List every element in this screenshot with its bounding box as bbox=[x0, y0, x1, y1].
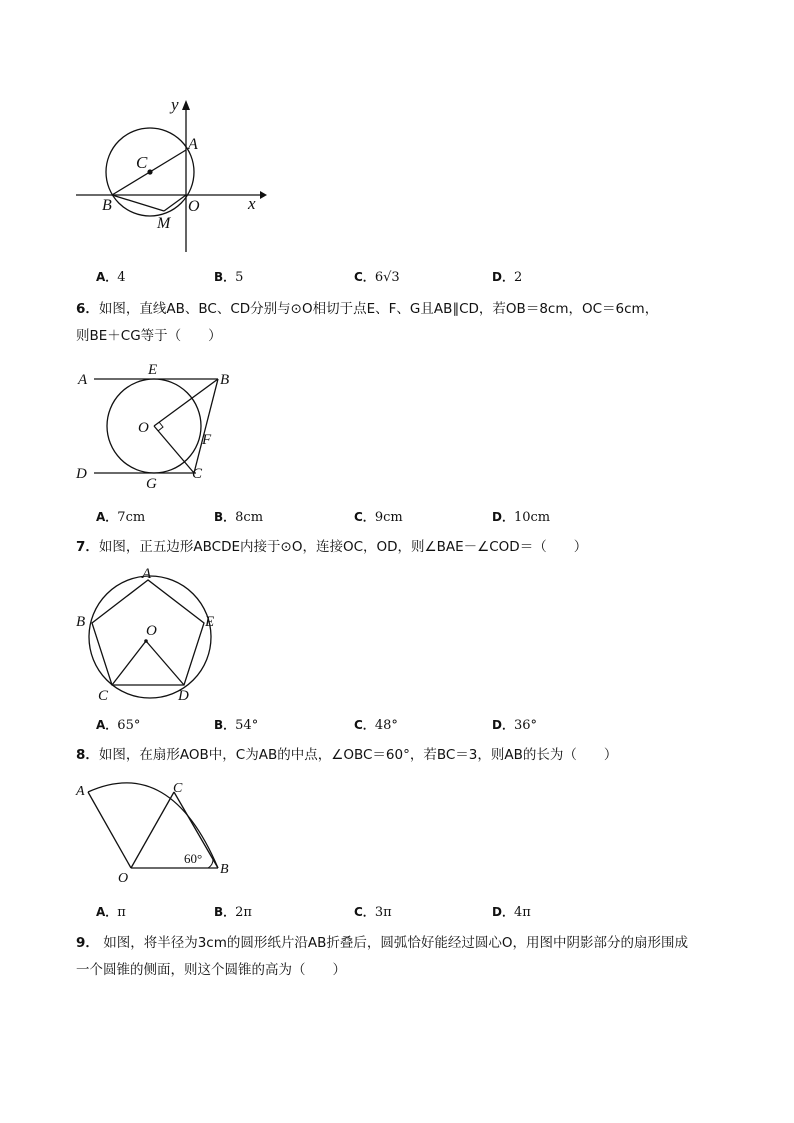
q6-label-e: E bbox=[148, 362, 158, 378]
q5-figure bbox=[70, 92, 270, 262]
q5-center-dot bbox=[147, 169, 152, 174]
q6-right-angle-mark bbox=[158, 422, 163, 431]
q7-option-a[interactable]: A．65° bbox=[96, 718, 141, 733]
q7-option-b[interactable]: B．54° bbox=[214, 718, 259, 733]
q5-options bbox=[96, 268, 656, 288]
q5-option-c[interactable]: C．6√3 bbox=[354, 270, 400, 285]
q7-label-c: C bbox=[98, 688, 109, 704]
q8-label-b: B bbox=[220, 862, 229, 877]
q8-text bbox=[76, 742, 736, 769]
q6-label-b: B bbox=[220, 372, 230, 388]
q6-label-c: C bbox=[192, 466, 203, 482]
q8-option-c[interactable]: C．3π bbox=[354, 905, 392, 920]
q5-label-m: M bbox=[157, 215, 171, 232]
q7-label-e: E bbox=[205, 614, 215, 630]
q6-label-a: A bbox=[78, 372, 88, 388]
q8-figure bbox=[70, 775, 240, 890]
q5-y-arrow bbox=[182, 100, 190, 110]
q8-option-a[interactable]: A．π bbox=[96, 905, 126, 920]
q5-label-a: A bbox=[188, 136, 198, 153]
q5-diagram bbox=[70, 92, 270, 262]
q8-option-d[interactable]: D．4π bbox=[492, 905, 531, 920]
q7-segment-od bbox=[146, 641, 184, 685]
q6-segment-oc bbox=[154, 426, 194, 473]
q5-option-b[interactable]: B．5 bbox=[214, 270, 244, 285]
q6-figure bbox=[70, 360, 240, 492]
q5-label-b: B bbox=[102, 197, 112, 214]
q7-figure bbox=[70, 565, 230, 705]
q7-text bbox=[76, 534, 736, 561]
q6-label-o: O bbox=[138, 420, 149, 436]
q8-radius-oa bbox=[88, 792, 131, 868]
q6-option-a[interactable]: A．7cm bbox=[96, 510, 146, 525]
q7-option-d[interactable]: D．36° bbox=[492, 718, 538, 733]
q8-option-b[interactable]: B．2π bbox=[214, 905, 252, 920]
q6-label-d: D bbox=[76, 466, 87, 482]
q6-text bbox=[76, 296, 736, 350]
q5-option-d[interactable]: D．2 bbox=[492, 270, 523, 285]
q7-diagram bbox=[70, 565, 230, 705]
q5-option-a[interactable]: A．4 bbox=[96, 270, 126, 285]
q8-label-a: A bbox=[76, 784, 85, 799]
q7-label-b: B bbox=[76, 614, 86, 630]
q5-label-o: O bbox=[188, 198, 200, 215]
q6-option-d[interactable]: D．10cm bbox=[492, 510, 551, 525]
q6-line2: 则BE＋CG等于（ ） bbox=[76, 328, 222, 344]
q6-label-g: G bbox=[146, 476, 157, 492]
q5-label-c: C bbox=[136, 153, 148, 172]
q5-label-y: y bbox=[171, 95, 179, 114]
q8-line1: 8．如图，在扇形AOB中，C为AB的中点，∠OBC＝60°，若BC＝3，则AB的长为（ ） bbox=[76, 747, 618, 763]
q6-diagram bbox=[70, 360, 240, 492]
q7-center-dot bbox=[144, 639, 148, 643]
q8-label-c: C bbox=[173, 781, 183, 796]
q8-options bbox=[96, 903, 656, 923]
q7-line1: 7．如图，正五边形ABCDE内接于⊙O，连接OC，OD，则∠BAE－∠COD＝（ ） bbox=[76, 539, 588, 555]
q6-option-c[interactable]: C．9cm bbox=[354, 510, 403, 525]
q5-x-arrow bbox=[260, 191, 267, 199]
q6-options bbox=[96, 508, 656, 528]
q7-segment-oc bbox=[112, 641, 146, 685]
q8-angle-arc bbox=[208, 859, 213, 868]
q9-text bbox=[76, 930, 736, 984]
q6-option-b[interactable]: B．8cm bbox=[214, 510, 264, 525]
q8-diagram bbox=[70, 775, 240, 890]
q7-label-o: O bbox=[146, 623, 157, 639]
q6-label-f: F bbox=[202, 432, 212, 448]
q7-option-c[interactable]: C．48° bbox=[354, 718, 398, 733]
q8-segment-oc bbox=[131, 792, 174, 868]
q6-line1: 6．如图，直线AB、BC、CD分别与⊙O相切于点E、F、G且AB∥CD，若OB＝8cm，OC＝6cm， bbox=[76, 301, 659, 317]
q6-line-bc bbox=[194, 379, 218, 473]
q9-line2: 一个圆锥的侧面，则这个圆锥的高为（ ） bbox=[76, 962, 346, 978]
q7-label-d: D bbox=[178, 688, 189, 704]
q8-label-o: O bbox=[118, 871, 129, 886]
q7-label-a: A bbox=[142, 566, 152, 582]
q5-segment-bm bbox=[112, 195, 164, 211]
q8-label-angle: 60° bbox=[184, 851, 203, 866]
q5-label-x: x bbox=[248, 194, 256, 213]
q7-options bbox=[96, 716, 656, 736]
q9-line1: 9． 如图，将半径为3cm的圆形纸片沿AB折叠后，圆弧恰好能经过圆心O，用图中阴影部分的扇形围成 bbox=[76, 935, 688, 951]
